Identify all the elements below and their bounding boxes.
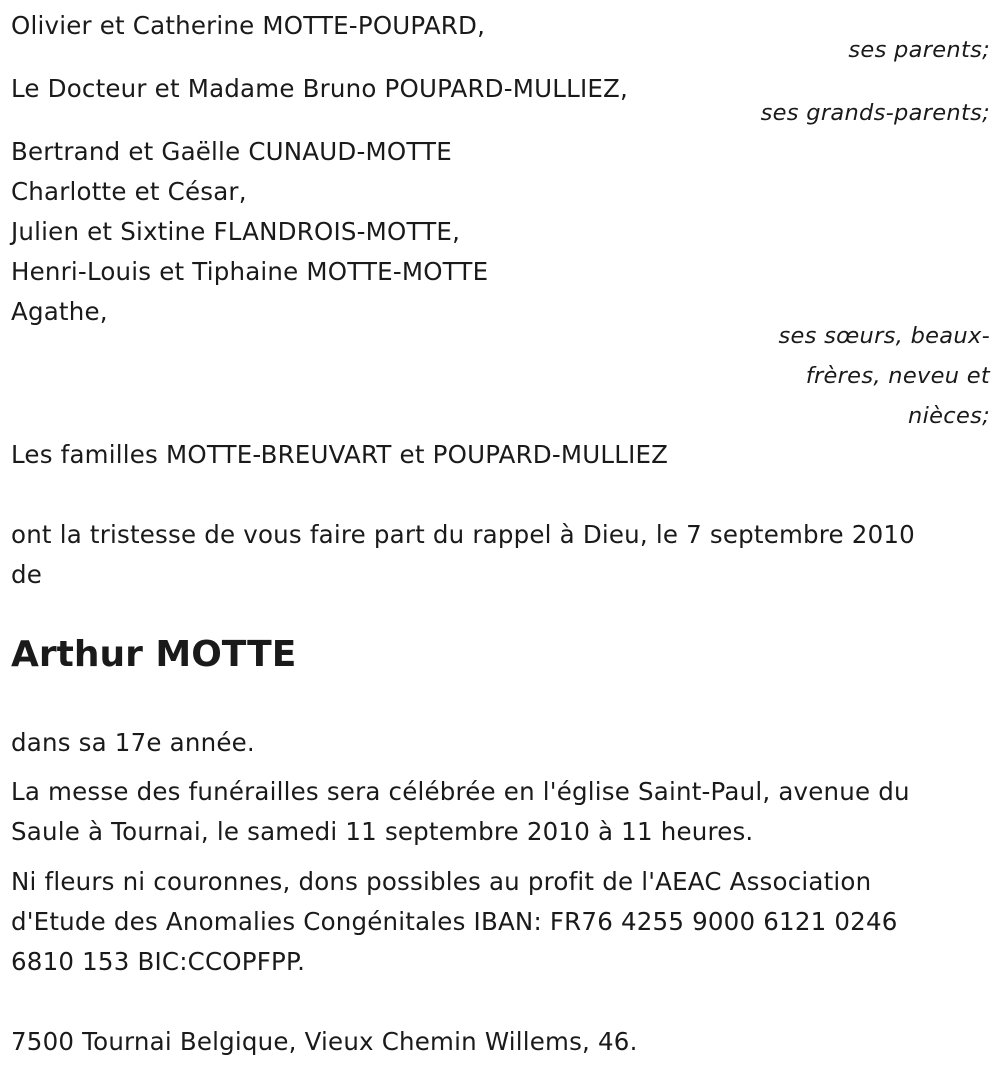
deceased-name: Arthur MOTTE bbox=[11, 634, 297, 675]
funeral-line-2: Saule à Tournai, le samedi 11 septembre 2010 à 11 heures. bbox=[11, 817, 754, 846]
funeral-line-1: La messe des funérailles sera célébrée en l'église Saint-Paul, avenue du bbox=[11, 777, 910, 806]
relation-parents: ses parents; bbox=[848, 37, 990, 63]
announcement-line-2: de bbox=[11, 560, 43, 589]
family-sibling-1-children: Charlotte et César, bbox=[11, 177, 247, 206]
donation-line-1: Ni fleurs ni couronnes, dons possibles au profit de l'AEAC Association bbox=[11, 867, 872, 896]
donation-line-2: d'Etude des Anomalies Congénitales IBAN: FR76 4255 9000 6121 0246 bbox=[11, 907, 898, 936]
family-parents: Olivier et Catherine MOTTE-POUPARD, bbox=[11, 11, 486, 40]
family-sibling-3: Henri-Louis et Tiphaine MOTTE-MOTTE bbox=[11, 257, 489, 286]
donation-line-3: 6810 153 BIC:CCOPFPP. bbox=[11, 947, 306, 976]
family-sibling-3-children: Agathe, bbox=[11, 297, 108, 326]
relation-siblings-line-2: frères, neveu et bbox=[805, 363, 990, 389]
family-sibling-2: Julien et Sixtine FLANDROIS-MOTTE, bbox=[11, 217, 461, 246]
family-extended: Les familles MOTTE-BREUVART et POUPARD-MULLIEZ bbox=[11, 440, 669, 469]
relation-siblings-line-3: nièces; bbox=[908, 403, 990, 429]
address: 7500 Tournai Belgique, Vieux Chemin Willems, 46. bbox=[11, 1027, 638, 1056]
age-line: dans sa 17e année. bbox=[11, 728, 255, 757]
family-grandparents: Le Docteur et Madame Bruno POUPARD-MULLIEZ, bbox=[11, 74, 629, 103]
relation-grandparents: ses grands-parents; bbox=[760, 100, 990, 126]
relation-siblings-line-1: ses sœurs, beaux- bbox=[778, 323, 990, 349]
announcement-line-1: ont la tristesse de vous faire part du rappel à Dieu, le 7 septembre 2010 bbox=[11, 520, 915, 549]
family-sibling-1: Bertrand et Gaëlle CUNAUD-MOTTE bbox=[11, 137, 452, 166]
